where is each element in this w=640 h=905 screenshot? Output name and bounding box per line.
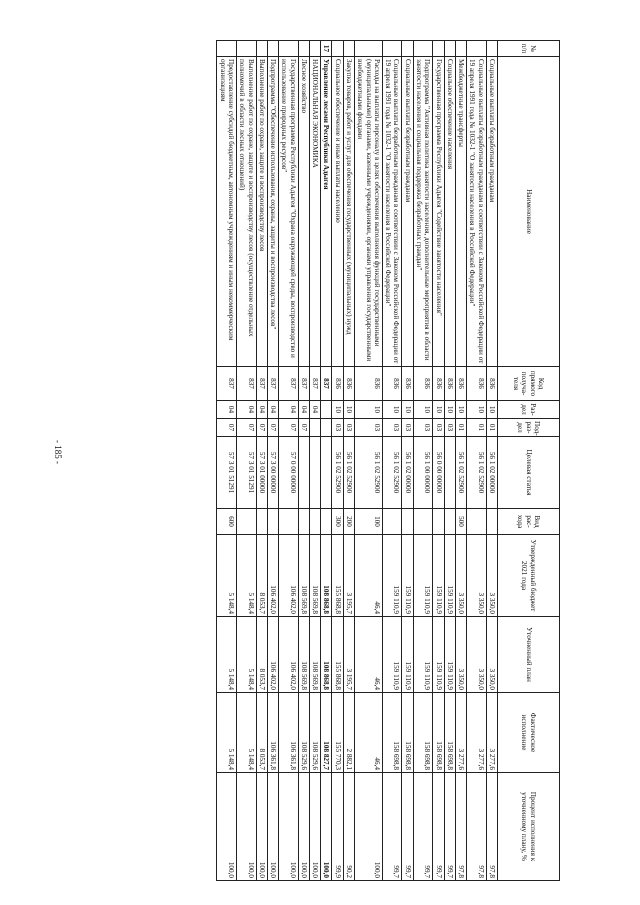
row-podrazdel: 03 (433, 419, 444, 437)
row-ub: 3 350,0 (486, 535, 497, 617)
row-vr (321, 509, 332, 535)
row-fi: 5 148,4 (236, 693, 256, 773)
row-no: 17 (321, 41, 332, 57)
row-razdel: 10 (486, 401, 497, 419)
row-ub: 46,4 (355, 535, 383, 617)
row-name: Лесное хозяйство (298, 57, 309, 367)
row-no (444, 41, 455, 57)
row-fi: 106 361,8 (279, 693, 299, 773)
row-up: 159 110,9 (382, 617, 402, 693)
row-razdel: 10 (343, 401, 354, 419)
row-ub: 3 195,7 (343, 535, 354, 617)
table-row (467, 41, 487, 881)
row-ub: 106 402,0 (279, 535, 299, 617)
row-vr (467, 509, 487, 535)
row-up: 3 195,7 (343, 617, 354, 693)
row-vr: 300 (332, 509, 343, 535)
row-pct: 100,0 (279, 773, 299, 881)
row-podrazdel: 03 (382, 419, 402, 437)
row-vr (256, 509, 267, 535)
row-cs (321, 437, 332, 509)
row-pct: 100,0 (217, 773, 237, 881)
row-code: 837 (279, 367, 299, 401)
row-up: 108 569,8 (309, 617, 320, 693)
header-vr: Вид рас-хода (498, 509, 560, 535)
row-no (332, 41, 343, 57)
row-fi: 108 529,6 (309, 693, 320, 773)
row-cs: 56 1 02 52900 (355, 437, 383, 509)
header-fi: Фактическое исполнение (498, 693, 560, 773)
row-cs (298, 437, 309, 509)
table-row (332, 41, 343, 881)
row-pct: 99,7 (413, 773, 433, 881)
row-fi: 3 277,6 (467, 693, 487, 773)
table-row (455, 41, 466, 881)
row-code: 836 (355, 367, 383, 401)
row-razdel: 04 (267, 401, 278, 419)
table-row (298, 41, 309, 881)
row-vr (402, 509, 413, 535)
row-no (236, 41, 256, 57)
row-fi: 5 148,4 (217, 693, 237, 773)
row-vr: 600 (217, 509, 237, 535)
row-name: Социальные выплаты безработным гражданам (486, 57, 497, 367)
row-code: 836 (486, 367, 497, 401)
row-up: 106 402,0 (279, 617, 299, 693)
table-row (355, 41, 383, 881)
row-fi: 108 827,7 (321, 693, 332, 773)
row-cs: 56 1 02 52900 (455, 437, 466, 509)
row-fi: 155 770,3 (332, 693, 343, 773)
row-razdel: 04 (236, 401, 256, 419)
row-ub: 106 402,0 (267, 535, 278, 617)
row-pct: 90,2 (343, 773, 354, 881)
table-row (321, 41, 332, 881)
row-fi: 158 698,8 (382, 693, 402, 773)
row-podrazdel: 03 (413, 419, 433, 437)
row-razdel: 10 (332, 401, 343, 419)
row-razdel: 04 (217, 401, 237, 419)
header-no: № п/п (498, 41, 560, 57)
row-name: НАЦИОНАЛЬНАЯ ЭКОНОМИКА (309, 57, 320, 367)
row-pct: 100,0 (236, 773, 256, 881)
row-pct: 97,8 (467, 773, 487, 881)
row-podrazdel: 03 (402, 419, 413, 437)
row-no (217, 41, 237, 57)
row-fi: 106 361,8 (267, 693, 278, 773)
header-podrazdel: Под-раз-дел (498, 419, 560, 437)
row-razdel: 10 (455, 401, 466, 419)
header-pct: Процент исполнения к уточненному плану, % (498, 773, 560, 881)
row-podrazdel: 01 (467, 419, 487, 437)
row-vr (298, 509, 309, 535)
row-vr (444, 509, 455, 535)
row-no (355, 41, 383, 57)
row-code: 837 (256, 367, 267, 401)
row-razdel: 10 (433, 401, 444, 419)
table-row (433, 41, 444, 881)
row-razdel: 10 (382, 401, 402, 419)
row-name: Расходы на выплаты персоналу в целях обеспечения выполнения функций государственными (муниципальными) органами, казенными учреждениями, органами управления государственными внебюджетными фондами (355, 57, 383, 367)
row-up: 8 053,7 (256, 617, 267, 693)
row-vr: 500 (455, 509, 466, 535)
row-code: 836 (467, 367, 487, 401)
row-name: Закупка товаров, работ и услуг для обеспечения государственных (муниципальных) нужд (343, 57, 354, 367)
table-body (217, 41, 498, 881)
row-ub: 5 148,4 (217, 535, 237, 617)
row-ub: 3 350,0 (455, 535, 466, 617)
row-up: 3 350,0 (455, 617, 466, 693)
row-name: Социальные выплаты безработным гражданам (402, 57, 413, 367)
table-header-row (498, 41, 560, 881)
header-ub: Утвержденный бюджет 2021 года (498, 535, 560, 617)
header-name: Наименование (498, 57, 560, 367)
row-up: 5 148,4 (236, 617, 256, 693)
row-podrazdel: 07 (217, 419, 237, 437)
row-pct: 100,0 (256, 773, 267, 881)
row-cs: 57 0 00 00000 (279, 437, 299, 509)
row-code: 837 (321, 367, 332, 401)
row-code: 837 (309, 367, 320, 401)
table-row (217, 41, 237, 881)
row-up: 108 569,8 (298, 617, 309, 693)
row-name: Социальные выплаты безработным гражданам в соответствии с Законом Российской Федерации от 19 апреля 1991 года № 1032-1 "О занятости населения в Российской Федерации" (467, 57, 487, 367)
row-fi: 158 698,8 (444, 693, 455, 773)
row-podrazdel: 01 (455, 419, 466, 437)
row-up: 159 110,9 (444, 617, 455, 693)
row-pct: 100,0 (309, 773, 320, 881)
row-code: 837 (217, 367, 237, 401)
row-fi: 2 882,1 (343, 693, 354, 773)
row-razdel: 10 (355, 401, 383, 419)
row-pct: 100,0 (267, 773, 278, 881)
row-vr (309, 509, 320, 535)
row-up: 159 110,9 (402, 617, 413, 693)
row-podrazdel (321, 419, 332, 437)
row-ub: 8 053,7 (256, 535, 267, 617)
table-row (413, 41, 433, 881)
row-up: 108 868,8 (321, 617, 332, 693)
row-pct: 97,8 (455, 773, 466, 881)
row-cs: 57 3 01 00000 (256, 437, 267, 509)
row-ub: 108 569,8 (298, 535, 309, 617)
row-no (256, 41, 267, 57)
row-vr (486, 509, 497, 535)
row-name: Подпрограмма "Обеспечение использования, охраны, защиты и воспроизводства лесов" (267, 57, 278, 367)
row-up: 159 110,9 (433, 617, 444, 693)
row-no (382, 41, 402, 57)
row-razdel (321, 401, 332, 419)
row-no (279, 41, 299, 57)
row-ub: 155 868,8 (332, 535, 343, 617)
row-name: Государственная программа Республики Адыгея "Охрана окружающей среды, воспроизводство и использование природных ресурсов" (279, 57, 299, 367)
row-cs: 56 1 02 52900 (382, 437, 402, 509)
header-razdel: Раз-дел (498, 401, 560, 419)
row-pct: 100,0 (298, 773, 309, 881)
table-row (444, 41, 455, 881)
row-podrazdel: 07 (236, 419, 256, 437)
table-row (309, 41, 320, 881)
row-pct: 99,7 (444, 773, 455, 881)
row-up: 3 350,0 (467, 617, 487, 693)
row-razdel: 10 (413, 401, 433, 419)
header-up: Уточненный план (498, 617, 560, 693)
row-cs: 56 1 02 00000 (486, 437, 497, 509)
row-cs: 57 3 01 51291 (217, 437, 237, 509)
header-cs: Целевая статья (498, 437, 560, 509)
row-name: Межбюджетные трансферты (455, 57, 466, 367)
row-name: Выполнение работ по охране, защите и воспроизводству лесов (осуществление отдельных полномочий в области лесных отношений) (236, 57, 256, 367)
row-up: 155 868,8 (332, 617, 343, 693)
row-vr (236, 509, 256, 535)
row-code: 836 (455, 367, 466, 401)
row-pct: 99,9 (332, 773, 343, 881)
row-up: 46,4 (355, 617, 383, 693)
row-ub: 159 110,9 (382, 535, 402, 617)
page-number: - 185 - (53, 440, 63, 464)
row-name: Выполнение работ по охране, защите и воспроизводству лесов (256, 57, 267, 367)
header-code: Код прямого получа-теля (498, 367, 560, 401)
row-ub: 108 868,8 (321, 535, 332, 617)
row-no (486, 41, 497, 57)
row-name: Управление лесами Республики Адыгея (321, 57, 332, 367)
row-razdel: 10 (467, 401, 487, 419)
row-up: 159 110,9 (413, 617, 433, 693)
row-no (467, 41, 487, 57)
row-code: 836 (413, 367, 433, 401)
row-cs: 56 0 00 00000 (433, 437, 444, 509)
row-vr (413, 509, 433, 535)
row-fi: 158 698,8 (402, 693, 413, 773)
row-no (309, 41, 320, 57)
row-podrazdel: 07 (279, 419, 299, 437)
row-cs: 56 1 02 52900 (343, 437, 354, 509)
row-code: 836 (444, 367, 455, 401)
row-podrazdel (309, 419, 320, 437)
row-razdel: 04 (309, 401, 320, 419)
row-pct: 100,0 (321, 773, 332, 881)
row-pct: 100,0 (355, 773, 383, 881)
row-no (298, 41, 309, 57)
row-fi: 108 529,6 (298, 693, 309, 773)
row-fi: 8 053,7 (256, 693, 267, 773)
row-vr (382, 509, 402, 535)
table-row (343, 41, 354, 881)
row-vr: 200 (343, 509, 354, 535)
row-up: 106 402,0 (267, 617, 278, 693)
table-row (382, 41, 402, 881)
budget-table (216, 40, 560, 881)
row-code: 837 (298, 367, 309, 401)
row-fi: 3 277,6 (486, 693, 497, 773)
row-ub: 159 110,9 (413, 535, 433, 617)
row-cs: 56 1 02 52900 (332, 437, 343, 509)
row-ub: 159 110,9 (433, 535, 444, 617)
row-razdel: 04 (256, 401, 267, 419)
row-no (455, 41, 466, 57)
row-podrazdel: 03 (332, 419, 343, 437)
row-ub: 5 148,4 (236, 535, 256, 617)
row-pct: 99,7 (382, 773, 402, 881)
row-pct: 99,7 (433, 773, 444, 881)
row-fi: 46,4 (355, 693, 383, 773)
table-row (279, 41, 299, 881)
row-podrazdel: 03 (444, 419, 455, 437)
row-vr (267, 509, 278, 535)
row-name: Социальные выплаты безработным гражданам в соответствии с Законом Российской Федерации от 19 апреля 1991 года № 1032-1 "О занятости населения в Российской Федерации" (382, 57, 402, 367)
row-razdel: 10 (402, 401, 413, 419)
row-razdel: 04 (279, 401, 299, 419)
row-name: Социальное обеспечение и иные выплаты населению (332, 57, 343, 367)
row-cs: 57 3 01 51291 (236, 437, 256, 509)
row-razdel: 04 (298, 401, 309, 419)
row-vr: 100 (355, 509, 383, 535)
row-name: Социальное обеспечение населения (444, 57, 455, 367)
row-cs: 56 1 02 52900 (467, 437, 487, 509)
row-fi: 158 698,8 (433, 693, 444, 773)
row-no (402, 41, 413, 57)
row-name: Государственная программа Республики Адыгея "Содействие занятости населения" (433, 57, 444, 367)
row-vr (433, 509, 444, 535)
row-up: 5 148,4 (217, 617, 237, 693)
row-code: 837 (267, 367, 278, 401)
row-pct: 97,8 (486, 773, 497, 881)
row-ub: 159 110,9 (444, 535, 455, 617)
row-code: 836 (332, 367, 343, 401)
row-cs: 57 3 00 00000 (267, 437, 278, 509)
row-podrazdel: 03 (343, 419, 354, 437)
table-row (486, 41, 497, 881)
row-no (343, 41, 354, 57)
row-podrazdel: 03 (355, 419, 383, 437)
row-code: 837 (236, 367, 256, 401)
row-razdel: 10 (444, 401, 455, 419)
row-no (267, 41, 278, 57)
row-name: Предоставление субсидий бюджетным, автономным учреждениям и иным некоммерческим организациям (217, 57, 237, 367)
row-fi: 3 277,6 (455, 693, 466, 773)
row-ub: 108 569,8 (309, 535, 320, 617)
row-code: 836 (343, 367, 354, 401)
row-cs (309, 437, 320, 509)
row-code: 836 (433, 367, 444, 401)
row-cs (444, 437, 455, 509)
row-up: 3 350,0 (486, 617, 497, 693)
table-row (256, 41, 267, 881)
table-row (267, 41, 278, 881)
row-cs: 56 1 02 00000 (402, 437, 413, 509)
row-code: 836 (382, 367, 402, 401)
row-name: Подпрограмма "Активная политика занятости населения, дополнительные мероприятия в области занятости населения и социальная поддержка безработных граждан" (413, 57, 433, 367)
row-ub: 3 350,0 (467, 535, 487, 617)
row-podrazdel: 01 (486, 419, 497, 437)
row-code: 836 (402, 367, 413, 401)
row-no (413, 41, 433, 57)
table-row (236, 41, 256, 881)
row-pct: 99,7 (402, 773, 413, 881)
table-row (402, 41, 413, 881)
row-no (433, 41, 444, 57)
row-podrazdel: 07 (298, 419, 309, 437)
row-podrazdel: 07 (267, 419, 278, 437)
row-fi: 158 698,8 (413, 693, 433, 773)
row-podrazdel: 07 (256, 419, 267, 437)
row-ub: 159 110,9 (402, 535, 413, 617)
row-vr (279, 509, 299, 535)
budget-table-container (216, 40, 560, 880)
row-cs: 56 1 00 00000 (413, 437, 433, 509)
